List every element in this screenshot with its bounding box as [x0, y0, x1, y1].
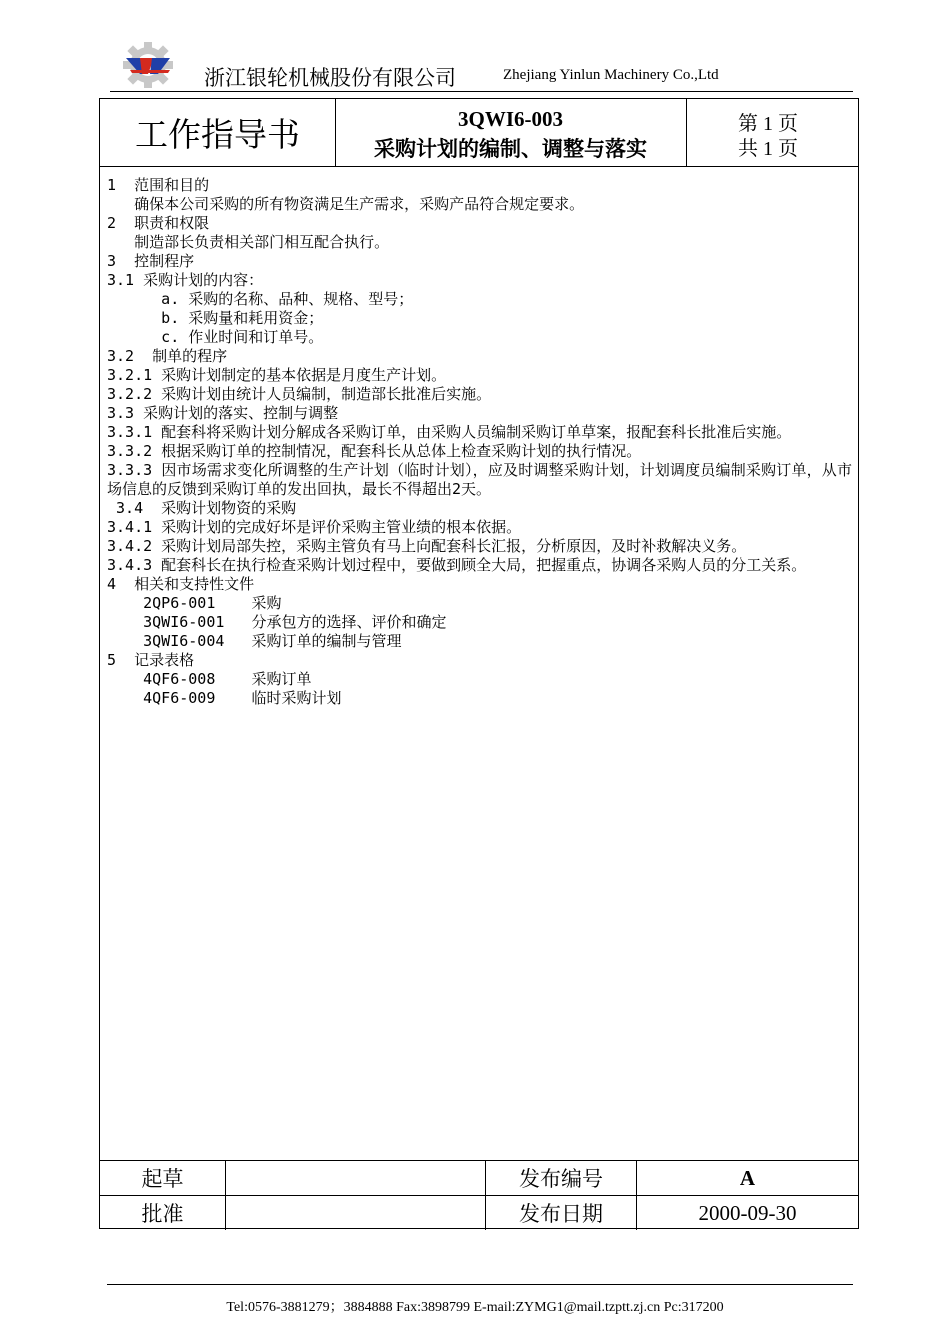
issue-date-label: 发布日期 [486, 1196, 637, 1230]
content-line: 3QWI6-004 采购订单的编制与管理 [107, 632, 402, 650]
doc-type: 工作指导书 [100, 99, 336, 166]
header-divider [110, 91, 853, 92]
approval-row [100, 1161, 858, 1196]
issue-no-value: A [739, 1165, 756, 1190]
title-row [100, 99, 858, 167]
issue-date-value: 2000-09-30 [698, 1200, 797, 1225]
document-frame [99, 98, 859, 1229]
content-paragraph: 3.3.3 因市场需求变化所调整的生产计划（临时计划），应及时调整采购计划，计划调度员编制采购订单，从市场信息的反馈到采购订单的发出回执，最长不得超出2天。 [107, 461, 852, 498]
content-line: b. 采购量和耗用资金； [107, 309, 324, 327]
content-paragraph: 3.4.3 配套科长在执行检查采购计划过程中，要做到顾全大局，把握重点，协调各采购人员的分工关系。 [107, 556, 807, 574]
doc-number: 3QWI6-003 [458, 107, 563, 131]
content-line: 3.1 采购计划的内容： [107, 271, 264, 289]
content-line: 3 控制程序 [107, 252, 195, 270]
content-line: 3.4.1 采购计划的完成好坏是评价采购主管业绩的根本依据。 [107, 518, 522, 536]
draft-value [226, 1161, 486, 1195]
company-name-cn: 浙江银轮机械股份有限公司 [204, 66, 456, 90]
contact-info: Tel:0576-3881279；3884888 Fax:3898799 E-mail:ZYMG1@mail.tzptt.zj.cn Pc:317200 [226, 1300, 724, 1315]
page-total: 共 1 页 [738, 138, 798, 160]
content-line: 3.4 采购计划物资的采购 [107, 499, 297, 517]
issue-no-label: 发布编号 [486, 1161, 637, 1195]
document-body [107, 176, 852, 708]
company-name-en: Zhejiang Yinlun Machinery Co.,Ltd [503, 67, 719, 83]
approve-value [226, 1196, 486, 1230]
content-line: 5 记录表格 [107, 651, 195, 669]
page-current: 第 1 页 [738, 113, 798, 135]
draft-label: 起草 [100, 1161, 226, 1195]
content-line: 制造部长负责相关部门相互配合执行。 [107, 233, 390, 251]
doc-title-cell [335, 99, 687, 166]
doc-title: 采购计划的编制、调整与落实 [374, 137, 647, 161]
content-line: 1 范围和目的 [107, 176, 210, 194]
content-paragraph: 3.4.2 采购计划局部失控，采购主管负有马上向配套科长汇报，分析原因，及时补救解决义务。 [107, 537, 747, 555]
content-paragraph: 3.3.1 配套科将采购计划分解成各采购订单，由采购人员编制采购订单草案，报配套科长批准后实施。 [107, 423, 792, 441]
content-line: 2 职责和权限 [107, 214, 210, 232]
content-line: 2QP6-001 采购 [107, 594, 282, 612]
content-line: 3.2.2 采购计划由统计人员编制，制造部长批准后实施。 [107, 385, 492, 403]
page-info [686, 99, 858, 166]
content-line: 确保本公司采购的所有物资满足生产需求，采购产品符合规定要求。 [107, 195, 585, 213]
approve-label: 批准 [100, 1196, 226, 1230]
content-line: c. 作业时间和订单号。 [107, 328, 324, 346]
content-line: 4QF6-008 采购订单 [107, 670, 312, 688]
content-line: 3QWI6-001 分承包方的选择、评价和确定 [107, 613, 447, 631]
footer-divider [107, 1284, 853, 1285]
approval-table [100, 1160, 858, 1229]
content-line: a. 采购的名称、品种、规格、型号； [107, 290, 414, 308]
content-line: 3.3.2 根据采购订单的控制情况，配套科长从总体上检查采购计划的执行情况。 [107, 442, 642, 460]
approval-row [100, 1196, 858, 1230]
content-line: 4 相关和支持性文件 [107, 575, 255, 593]
gear-logo-icon [120, 40, 176, 90]
content-line: 4QF6-009 临时采购计划 [107, 689, 342, 707]
content-line: 3.2 制单的程序 [107, 347, 228, 365]
content-line: 3.3 采购计划的落实、控制与调整 [107, 404, 339, 422]
content-line: 3.2.1 采购计划制定的基本依据是月度生产计划。 [107, 366, 447, 384]
